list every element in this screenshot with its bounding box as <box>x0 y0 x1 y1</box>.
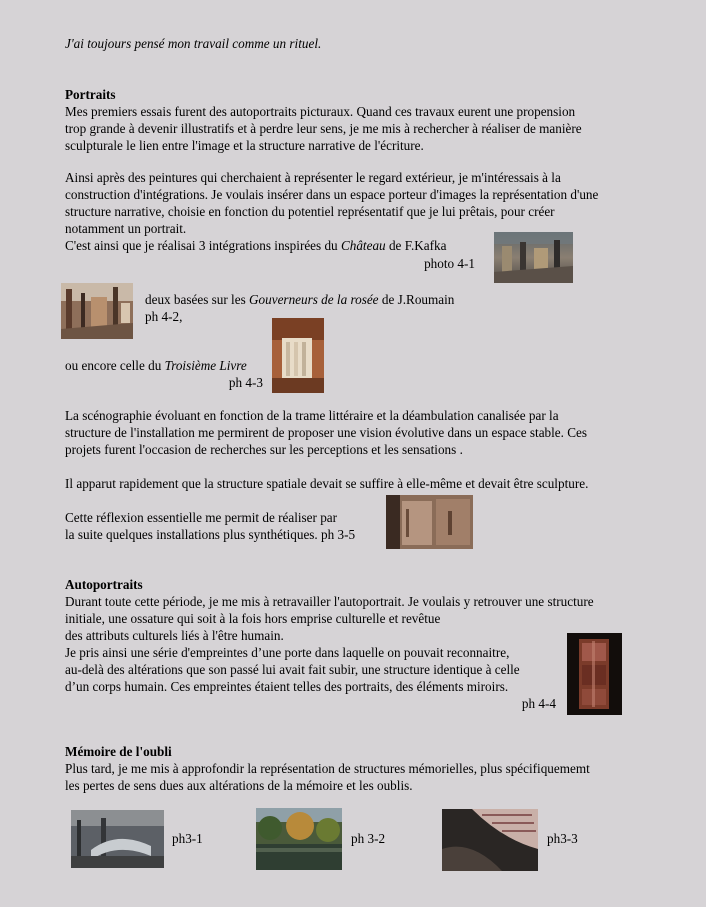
photo-4-1-image <box>494 232 573 283</box>
paragraph-line: au-delà des altérations que son passé lui avait fait subir, une structure identique à celle <box>65 662 520 677</box>
paragraph-line: structure narrative, choisie en fonction du potentiel représentatif que je lui prêtais, pour créer <box>65 204 555 219</box>
section-heading-portraits: Portraits <box>65 87 116 102</box>
paragraph-line: projets furent l'occasion de recherches sur les perceptions et les sensations . <box>65 442 463 457</box>
roumain-line: deux basées sur les Gouverneurs de la rosée de J.Roumain <box>145 292 455 307</box>
paragraph-line: Je pris ainsi une série d'empreintes d’une porte dans laquelle on pouvait reconnaitre, <box>65 645 510 660</box>
paragraph-line: la suite quelques installations plus synthétiques. ph 3-5 <box>65 527 356 542</box>
paragraph-line: les pertes de sens dues aux altérations de la mémoire et les oublis. <box>65 778 413 793</box>
paragraph-line: construction d'intégrations. Je voulais insérer dans un espace porteur d'images la représentation d'une <box>65 187 599 202</box>
paragraph-line: Ainsi après des peintures qui cherchaient à représenter le regard extérieur, je m'intéressais à la <box>65 170 561 185</box>
roumain-title: Gouverneurs de la rosée <box>249 292 379 307</box>
kafka-line: C'est ainsi que je réalisai 3 intégrations inspirées du Château de F.Kafka <box>65 238 447 253</box>
photo-ref-4-4: ph 4-4 <box>521 696 556 711</box>
photo-ref-4-3: ph 4-3 <box>228 375 263 390</box>
kafka-title: Château <box>340 238 386 253</box>
paragraph-line: sculpturale le lien entre l'image et la structure narrative de l'écriture. <box>65 138 424 153</box>
paragraph-line: Il apparut rapidement que la structure spatiale devait se suffire à elle-même et devait être sculpture. <box>65 476 589 491</box>
paragraph-line: notamment un portrait. <box>65 221 187 236</box>
photo-4-4-image <box>567 633 622 715</box>
section-heading-memoire: Mémoire de l'oubli <box>65 744 172 759</box>
photo-ref-4-2: ph 4-2, <box>145 309 183 324</box>
photo-3-5-image <box>386 495 473 549</box>
caption-ph3-3: ph3-3 <box>547 831 578 846</box>
paragraph-line: Plus tard, je me mis à approfondir la représentation de structures mémorielles, plus spécifiquememt <box>65 761 590 776</box>
caption-ph3-1: ph3-1 <box>172 831 203 846</box>
paragraph-line: structure de l'installation me permirent de proposer une vision évolutive dans un espace stable. Ces <box>65 425 588 440</box>
intro-text: J'ai toujours pensé mon travail comme un rituel. <box>65 36 322 51</box>
paragraph-line: des attributs culturels liés à l'être humain. <box>65 628 284 643</box>
photo-3-3-image <box>442 809 538 871</box>
photo-3-2-image <box>256 808 342 870</box>
paragraph-line: Cette réflexion essentielle me permit de réaliser par <box>65 510 338 525</box>
photo-3-1-image <box>71 810 164 868</box>
caption-ph3-2: ph 3-2 <box>351 831 386 846</box>
paragraph-line: d’un corps humain. Ces empreintes étaient telles des portraits, des éléments miroirs. <box>65 679 509 694</box>
paragraph-line: Durant toute cette période, je me mis à retravailler l'autoportrait. Je voulais y retrouver une structure <box>65 594 594 609</box>
photo-4-2-image <box>61 283 133 339</box>
paragraph-line: initiale, une ossature qui soit à la fois hors emprise culturelle et revêtue <box>65 611 441 626</box>
section-heading-autoportraits: Autoportraits <box>65 577 143 592</box>
troisieme-title: Troisième Livre <box>164 358 247 373</box>
photo-4-3-image <box>272 318 324 393</box>
paragraph-line: Mes premiers essais furent des autoportraits picturaux. Quand ces travaux eurent une propension <box>65 104 576 119</box>
paragraph-line: La scénographie évoluant en fonction de la trame littéraire et la déambulation canalisée par la <box>65 408 559 423</box>
photo-ref-4-1: photo 4-1 <box>424 256 475 271</box>
paragraph-line: trop grande à devenir illustratifs et à perdre leur sens, je me mis à rechercher à réaliser de manière <box>65 121 582 136</box>
troisieme-line: ou encore celle du Troisième Livre <box>65 358 247 373</box>
